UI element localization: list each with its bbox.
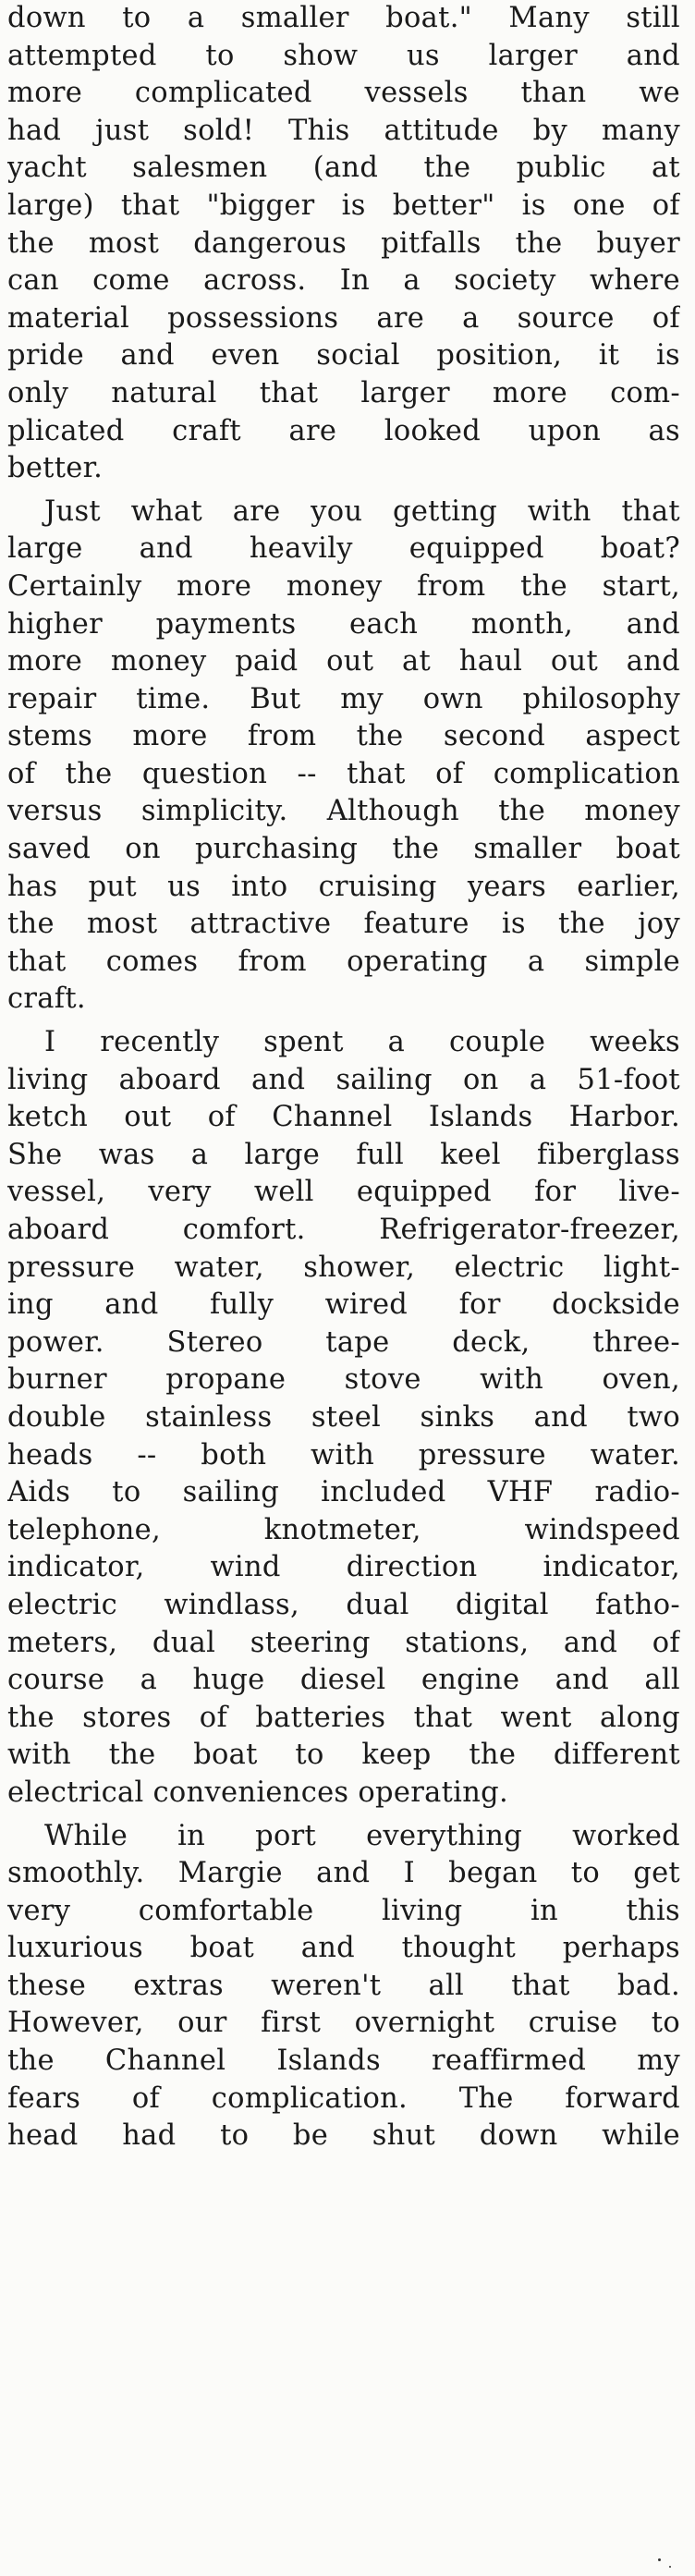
print-speck [669, 2566, 671, 2568]
text-line: Just what are you getting with that [44, 494, 680, 528]
text-line: aboard comfort. Refrigerator-freezer, [7, 1214, 680, 1246]
text-line: ing and fully wired for dockside [7, 1288, 680, 1322]
text-line: the most dangerous pitfalls the buyer [7, 226, 680, 260]
text-line: very comfortable living in this [7, 1894, 680, 1927]
text-line: ketch out of Channel Islands Harbor. [7, 1101, 680, 1134]
text-line: living aboard and sailing on a 51-foot [7, 1063, 680, 1096]
text-line: saved on purchasing the smaller boat [7, 833, 680, 866]
text-line: down to a smaller boat." Many still [7, 2, 680, 34]
text-line: repair time. But my own philosophy [7, 682, 680, 715]
article-text-column [7, 0, 680, 2155]
paragraph-4 [7, 1818, 680, 2155]
text-line: material possessions are a source of [7, 301, 680, 335]
text-line: the most attractive feature is the joy [7, 908, 680, 941]
text-line: these extras weren't all that bad. [7, 1969, 680, 2002]
text-line: more money paid out at haul out and [7, 645, 680, 678]
text-line: large and heavily equipped boat? [7, 532, 680, 566]
paragraph-1 [7, 0, 680, 488]
text-line: craft. [7, 983, 86, 1016]
text-line: of the question -- that of complication [7, 757, 680, 790]
text-line: has put us into cruising years earlier, [7, 870, 680, 903]
text-line: attempted to show us larger and [7, 39, 680, 72]
text-line: course a huge diesel engine and all [7, 1664, 680, 1697]
text-line: Certainly more money from the start, [7, 569, 680, 603]
text-line: the stores of batteries that went along [7, 1701, 680, 1734]
text-line: with the boat to keep the different [7, 1739, 680, 1772]
text-line: While in port everything worked [44, 1819, 680, 1852]
text-line: the Channel Islands reaffirmed my [7, 2045, 680, 2078]
text-line: Aids to sailing included VHF radio- [7, 1476, 680, 1509]
text-line: luxurious boat and thought perhaps [7, 1932, 680, 1965]
text-line: stems more from the second aspect [7, 720, 680, 753]
text-line: vessel, very well equipped for live- [7, 1176, 680, 1209]
text-line: had just sold! This attitude by many [7, 114, 680, 147]
print-speck [658, 2558, 661, 2561]
text-line: She was a large full keel fiberglass [7, 1138, 680, 1171]
paragraph-2 [7, 494, 680, 1019]
text-line: more complicated vessels than we [7, 77, 680, 110]
text-line: yacht salesmen (and the public at [7, 152, 680, 185]
text-line: burner propane stove with oven, [7, 1363, 680, 1397]
text-line: power. Stereo tape deck, three- [7, 1325, 680, 1359]
text-line: indicator, wind direction indicator, [7, 1551, 680, 1584]
text-line: pressure water, shower, electric light- [7, 1251, 680, 1284]
text-line: meters, dual steering stations, and of [7, 1626, 680, 1659]
text-line: head had to be shut down while [7, 2119, 680, 2153]
text-line: electric windlass, dual digital fatho- [7, 1588, 680, 1621]
text-line: smoothly. Margie and I began to get [7, 1857, 680, 1890]
text-line: I recently spent a couple weeks [44, 1026, 680, 1059]
text-line: heads -- both with pressure water. [7, 1438, 680, 1471]
text-line: fears of complication. The forward [7, 2082, 680, 2115]
text-line: large) that "bigger is better" is one of [7, 189, 680, 222]
text-line: telephone, knotmeter, windspeed [7, 1513, 680, 1546]
text-line: can come across. In a society where [7, 264, 680, 298]
text-line: only natural that larger more com- [7, 376, 680, 409]
text-line: electrical conveniences operating. [7, 1776, 508, 1809]
paragraph-3 [7, 1024, 680, 1812]
text-line: versus simplicity. Although the money [7, 795, 680, 828]
text-line: double stainless steel sinks and two [7, 1400, 680, 1434]
text-line: higher payments each month, and [7, 607, 680, 641]
text-line: that comes from operating a simple [7, 945, 680, 978]
text-line: However, our first overnight cruise to [7, 2007, 680, 2040]
text-line: pride and even social position, it is [7, 339, 680, 372]
text-line: better. [7, 452, 104, 485]
text-line: plicated craft are looked upon as [7, 414, 680, 447]
